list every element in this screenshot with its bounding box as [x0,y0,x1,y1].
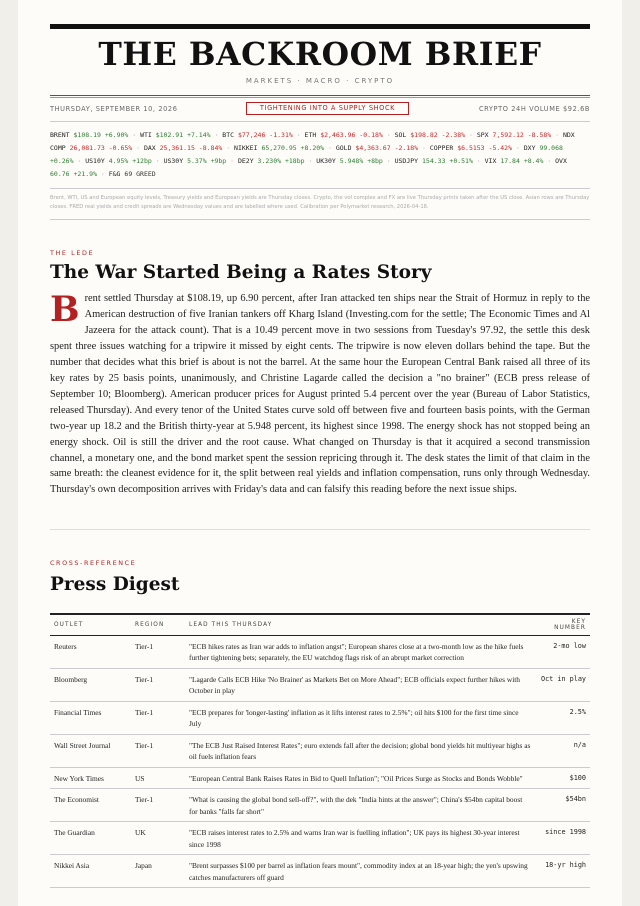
ticker-value: 60.76 [50,170,70,178]
lead-cell: "The ECB Just Raised Interest Rates"; euro extends fall after the decision; global bond yields hit multiyear highs as oil fuels inflation fears [185,734,535,767]
table-row [50,855,590,888]
data-fineprint: Brent, WTI, US and European equity levels, Treasury yields and European yields are Thursday closes. Crypto, the vol complex and FX are live Thursday prints taken after the US close. Asian rows are Thursday closes. FRED real yields and credit spreads are Wednesday values and are labelled where used. Calibration per Polymarket research, 2026-04-18. [50,195,590,210]
region-cell: Japan [131,855,185,888]
drop-cap: B [50,289,80,330]
ticker-value: $6.5153 [457,144,485,152]
ticker-symbol: OVX [555,157,567,165]
lead-cell: "ECB raises interest rates to 2.5% and warns Iran war is fuelling inflation"; UK pays its highest 30-year interest since 1998 [185,822,535,855]
outlet-cell: Financial Times [50,701,131,734]
table-row [50,668,590,701]
column-header-key-number: KEY NUMBER [535,614,590,635]
key-number-cell: since 1998 [535,822,590,855]
ticker-change: +0.51% [449,157,473,165]
region-cell: Tier-1 [131,701,185,734]
region-cell: US [131,767,185,789]
ticker-item [109,170,156,178]
crypto-volume: CRYPTO 24H VOLUME $92.6B [478,105,590,113]
ticker-symbol: US30Y [163,157,184,165]
ticker-value: $77,246 [237,131,266,139]
divider [50,219,590,220]
ticker-value: 25,361.15 [159,144,195,152]
ticker-item [305,131,383,139]
ticker-symbol: BRENT [50,131,70,139]
ticker-item [395,157,473,165]
outlet-cell: The Economist [50,789,131,822]
digest-kicker: CROSS-REFERENCE [50,559,137,567]
ticker-value: 69 GREED [124,170,156,178]
lede-body [50,291,590,498]
ticker-value: 5.948% [339,157,364,165]
ticker-value: $198.82 [410,131,438,139]
ticker-change: +7.14% [187,131,211,139]
ticker-symbol: VIX [484,157,497,165]
key-number-cell: 2.5% [535,701,590,734]
outlet-cell: Bloomberg [50,668,131,701]
key-number-cell: Oct in play [535,668,590,701]
ticker-change: +8bp [367,157,383,165]
table-row [50,701,590,734]
column-header-region: REGION [131,614,185,635]
ticker-item [222,131,292,139]
issue-date: THURSDAY, SEPTEMBER 10, 2026 [50,105,178,113]
ticker-change: -0.65% [108,144,133,152]
ticker-value: $102.91 [155,131,184,139]
ticker-symbol: SPX [476,131,489,139]
ticker-symbol: WTI [140,131,152,139]
table-header-row [50,614,590,635]
ticker-item [336,144,418,152]
key-number-cell: $54bn [535,789,590,822]
ticker-symbol: US10Y [85,157,105,165]
ticker-item [50,131,128,139]
region-cell: UK [131,822,185,855]
region-cell: Tier-1 [131,789,185,822]
column-header-lead: LEAD THIS THURSDAY [185,614,535,635]
ticker-change: +18bp [284,157,305,165]
masthead-top-rule [50,24,590,29]
page-sheet [18,0,622,906]
table-row [50,767,590,789]
ticker-item [395,131,465,139]
ticker-symbol: ETH [304,131,317,139]
ticker-value: $2,463.96 [320,131,356,139]
table-row [50,789,590,822]
ticker-item [144,144,222,152]
ticker-value: $108.19 [73,131,101,139]
divider [50,121,590,122]
region-cell: Tier-1 [131,668,185,701]
lead-cell: "What is causing the global bond sell-off?", with the dek "India hints at the answer"; China's $54bn capital boost for banks "falls far short" [185,789,535,822]
masthead-tagline: MARKETS · MACRO · CRYPTO [245,77,395,85]
ticker-symbol: F&G [108,170,121,178]
lede-kicker: THE LEDE [50,249,95,257]
market-ticker: BRENT $108.19 +6.90% · WTI $102.91 +7.14% · BTC $77,246 -1.31% · ETH $2,463.96 -0.18% · SOL $198.82 -2.38% · SPX 7,592.12 -8.58% · NDX COMP 26,081.73 -0.65% · DAX 25,361.15 -8.84% · NIKKEI 65,270.95 +8.20% · GOLD $4,363.67 -2.18% · COPPER $6.5153 -5.42% · DXY 99.068 +0.26% · US10Y 4.95% +12bp · US30Y 5.37% +9bp · DE2Y 3.230% +18bp · UK30Y 5.948% +8bp · USDJPY 154.33 +0.51% · VIX 17.84 +8.4% · OVX 60.76 +21.9% · F&G 69 GREED [50,131,575,178]
ticker-item [238,157,305,165]
ticker-change: +8.4% [523,157,544,165]
ticker-symbol: DXY [523,144,536,152]
divider [50,97,590,98]
ticker-item [85,157,152,165]
ticker-item [477,131,551,139]
ticker-symbol: DAX [143,144,156,152]
lead-cell: "Lagarde Calls ECB Hike 'No Brainer' as Markets Bet on More Ahead"; ECB officials expect further hikes with October in play [185,668,535,701]
ticker-value: 7,592.12 [492,131,524,139]
ticker-symbol: USDJPY [394,157,419,165]
ticker-symbol: COPPER [429,144,454,152]
ticker-value: 5.37% [187,157,207,165]
outlet-cell: Nikkei Asia [50,855,131,888]
region-cell: Tier-1 [131,734,185,767]
ticker-value: 3.230% [257,157,282,165]
ticker-symbol: BTC [222,131,235,139]
lede-headline: The War Started Being a Rates Story [50,262,432,283]
key-number-cell: 18-yr high [535,855,590,888]
key-number-cell: $100 [535,767,590,789]
ticker-value: 65,270.95 [261,144,297,152]
ticker-change: +6.90% [104,131,129,139]
ticker-value: $4,363.67 [355,144,391,152]
ticker-symbol: DE2Y [237,157,254,165]
ticker-item [485,157,544,165]
ticker-change: -2.18% [394,144,419,152]
ticker-change: +8.20% [300,144,325,152]
lead-cell: "Brent surpasses $100 per barrel as inflation fears mount", commodity index at an 18-year high; the yen's upswing catches manufacturers off guard [185,855,535,888]
ticker-item [234,144,324,152]
ticker-change: -8.84% [198,144,223,152]
ticker-change: +0.26% [50,157,74,165]
ticker-symbol: GOLD [335,144,352,152]
key-number-cell: 2-mo low [535,635,590,668]
outlet-cell: The Guardian [50,822,131,855]
ticker-symbol: NIKKEI [234,144,258,152]
ticker-value: 154.33 [422,157,446,165]
ticker-symbol: SOL [394,131,407,139]
outlet-cell: Wall Street Journal [50,734,131,767]
ticker-change: +9bp [210,157,227,165]
ticker-change: +21.9% [73,170,97,178]
ticker-change: -0.18% [359,131,383,139]
masthead-title: THE BACKROOM BRIEF [98,36,542,73]
ticker-change: -2.38% [441,131,466,139]
divider [50,95,590,96]
ticker-change: -8.58% [527,131,552,139]
dateline [50,104,590,116]
table-row [50,822,590,855]
ticker-symbol: UK30Y [316,157,336,165]
press-digest-table [50,613,590,888]
digest-headline: Press Digest [50,574,180,595]
divider [50,188,590,189]
outlet-cell: New York Times [50,767,131,789]
table-row [50,734,590,767]
divider [50,529,590,530]
ticker-symbol: NDX COMP [50,131,575,152]
ticker-change: +12bp [132,157,152,165]
ticker-item [164,157,227,165]
column-header-outlet: OUTLET [50,614,131,635]
ticker-value: 26,081.73 [69,144,105,152]
lead-cell: "ECB prepares for 'longer-lasting' inflation as it lifts interest rates to 2.5%"; oil hits $100 for the first time since July [185,701,535,734]
region-cell: Tier-1 [131,635,185,668]
ticker-value: 4.95% [108,157,129,165]
table-row [50,635,590,668]
key-number-cell: n/a [535,734,590,767]
outlet-cell: Reuters [50,635,131,668]
ticker-item [140,131,210,139]
ticker-value: 99.068 [539,144,563,152]
ticker-change: -5.42% [488,144,513,152]
ticker-item [316,157,383,165]
ticker-value: 17.84 [500,157,520,165]
lead-cell: "European Central Bank Raises Rates in Bid to Quell Inflation"; "Oil Prices Surge as Stocks and Bonds Wobble" [185,767,535,789]
ticker-item [430,144,512,152]
ticker-change: -1.31% [269,131,293,139]
lede-text: rent settled Thursday at $108.19, up 6.90 percent, after Iran attacked ten ships near the Strait of Hormuz in reply to the American destruction of five Iranian tankers off Kharg Island (Investing.com for the settle; The Economic Times and Al Jazeera for the attack count). That is a 10.49 percent move in two sessions from Tuesday's 97.92, the settle this desk spent three issues watching for a tripwire it missed by eight cents. The tripwire is now eleven dollars behind the tape. But the number that decides what this brief is about is not the barrel. At the same hour the European Central Bank raised all three of its key rates by 25 basis points, unanimously, and Christine Lagarde called the decision a "no brainer" (ECB press release of September 10; Bloomberg). American producer prices for August printed 5.4 percent over the year (Bureau of Labor Statistics, released Thursday). And every tenor of the United States curve sold off between five and fourteen basis points, with the German two-year up 18.2 and the British thirty-year at 5.948 percent, its highest since 1998. The energy shock has not stopped being an energy shock. Oil is still the driver and the root cause. What changed on Thursday is that it acquired a second transmission channel, a monetary one, and the bond market spent the session repricing through it. The desk states the limit of that claim in the same breath: the cleanest evidence for it, the split between real yields and inflation compensation, runs only through Wednesday. Thursday's own decomposition arrives with Friday's data and can falsify this reading before the next issue ships. [50,293,590,496]
theme-badge: TIGHTENING INTO A SUPPLY SHOCK [246,102,409,115]
lead-cell: "ECB hikes rates as Iran war adds to inflation angst"; European shares close at a two-month low as the hike fuels further tightening bets; separately, the EU watchdog flags risk of an abrupt market correction [185,635,535,668]
